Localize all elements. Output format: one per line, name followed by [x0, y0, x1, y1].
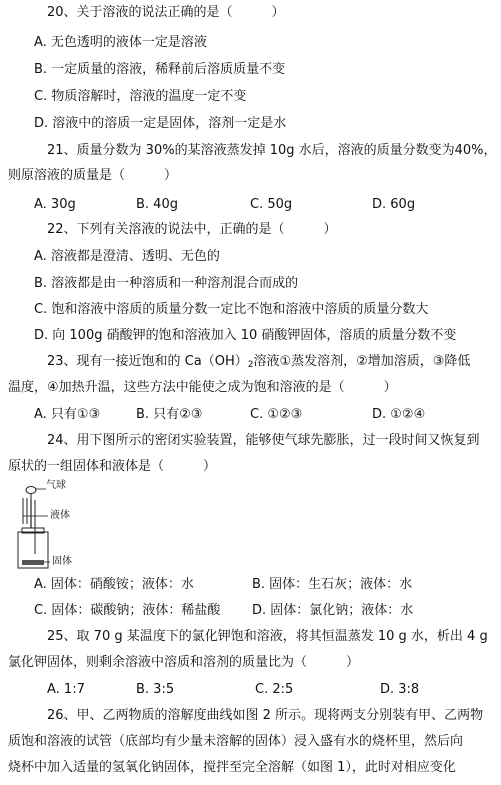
q20-option-c: C. 物质溶解时，溶液的温度一定不变: [34, 89, 247, 104]
q23-option-d: D. ①②④: [372, 407, 426, 422]
q25-stem: 25、取 70 g 某温度下的氯化钾饱和溶液，将其恒温蒸发 10 g 水，析出 4 g: [47, 629, 488, 644]
q25-option-a: A. 1:7: [47, 682, 85, 697]
q21-option-d: D. 60g: [372, 197, 416, 212]
q22-option-c: C. 饱和溶液中溶质的质量分数一定比不饱和溶液中溶质的质量分数大: [34, 302, 429, 317]
q21-stem-cont: 则原溶液的质量是（ ）: [8, 168, 178, 183]
q21-stem: 21、质量分数为 30%的某溶液蒸发掉 10g 水后，溶液的质量分数变为40%，: [47, 143, 497, 158]
q24-stem-cont: 原状的一组固体和液体是（ ）: [8, 459, 217, 474]
q24-option-b: B. 固体：生石灰；液体：水: [252, 577, 413, 592]
q25-option-b: B. 3:5: [136, 682, 175, 697]
q21-option-a: A. 30g: [34, 197, 76, 212]
figure-label-balloon: 气球: [46, 480, 66, 491]
figure-label-solid: 固体: [52, 556, 72, 567]
q20-option-d: D. 溶液中的溶质一定是固体，溶剂一定是水: [34, 116, 287, 131]
q23-stem-post: 溶液①蒸发溶剂，②增加溶质，③降低: [253, 354, 471, 369]
q23-stem: [47, 353, 470, 374]
q24-option-d: D. 固体：氯化钠；液体：水: [252, 603, 414, 618]
q21-option-b: B. 40g: [136, 197, 178, 212]
q26-stem-cont-1: 质饱和溶液的试管（底部均有少量未溶解的固体）浸入盛有水的烧杯里，然后向: [8, 734, 464, 749]
q23-option-a: A. 只有①③: [34, 407, 101, 422]
q20-stem: 20、关于溶液的说法正确的是（ ）: [47, 5, 285, 20]
q24-option-a: A. 固体：硝酸铵；液体：水: [34, 577, 194, 592]
q23-option-c: C. ①②③: [250, 407, 303, 422]
q22-option-d: D. 向 100g 硝酸钾的饱和溶液加入 10 硝酸钾固体，溶质的质量分数不变: [34, 328, 457, 343]
q25-option-c: C. 2:5: [255, 682, 294, 697]
q26-stem-cont-2: 烧杯中加入适量的氢氧化钠固体，搅拌至完全溶解（如图 1），此时对相应变化: [8, 760, 456, 775]
q23-stem-pre: 23、现有一接近饱和的 Ca（OH）: [47, 354, 248, 369]
q21-option-c: C. 50g: [250, 197, 293, 212]
q22-stem: 22、下列有关溶液的说法中，正确的是（ ）: [47, 222, 337, 237]
q22-option-a: A. 溶液都是澄清、透明、无色的: [34, 249, 220, 264]
q20-option-a: A. 无色透明的液体一定是溶液: [34, 35, 207, 50]
q24-option-c: C. 固体：碳酸钠；液体：稀盐酸: [34, 603, 221, 618]
apparatus-figure: [14, 480, 94, 572]
figure-label-liquid: 液体: [50, 510, 70, 521]
q23-stem-cont: 温度，④加热升温，这些方法中能使之成为饱和溶液的是（ ）: [8, 380, 397, 395]
q26-stem: 26、甲、乙两物质的溶解度曲线如图 2 所示。现将两支分别装有甲、乙两物: [47, 708, 484, 723]
q23-stem-sub: 2: [247, 360, 254, 370]
q24-stem: 24、用下图所示的密闭实验装置，能够使气球先膨胀，过一段时间又恢复到: [47, 433, 480, 448]
q20-option-b: B. 一定质量的溶液，稀释前后溶质质量不变: [34, 62, 286, 77]
q23-option-b: B. 只有②③: [136, 407, 203, 422]
q22-option-b: B. 溶液都是由一种溶质和一种溶剂混合而成的: [34, 276, 299, 291]
q25-stem-cont: 氯化钾固体，则剩余溶液中溶质和溶剂的质量比为（ ）: [8, 655, 360, 670]
q25-option-d: D. 3:8: [380, 682, 420, 697]
